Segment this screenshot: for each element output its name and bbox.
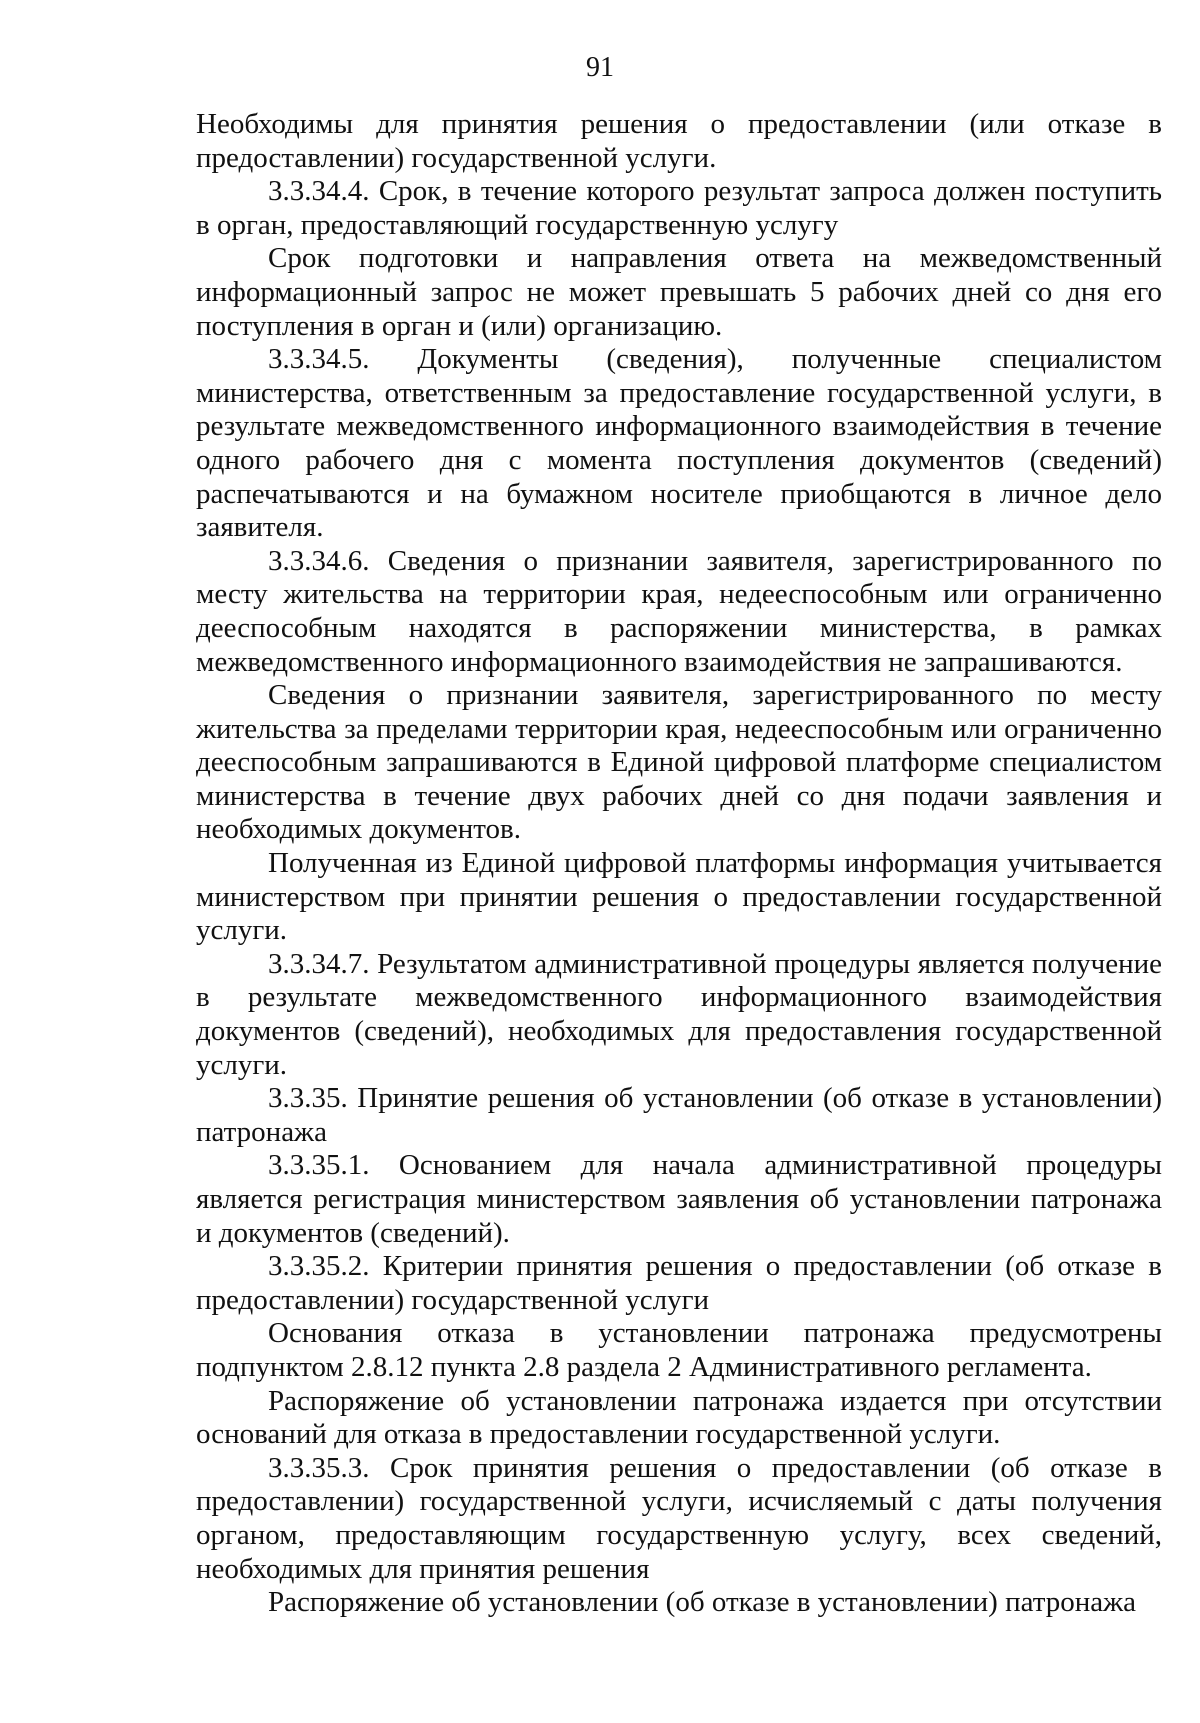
- paragraph-p-rasporyazhenie-izdaetsya: Распоряжение об установлении патронажа издается при отсутствии оснований для отказа в предоставлении государственной услуги.: [196, 1384, 1162, 1451]
- paragraph-p-3-3-35-2: 3.3.35.2. Критерии принятия решения о предоставлении (об отказе в предоставлении) государственной услуги: [196, 1250, 1162, 1316]
- document-body: [196, 108, 1162, 1620]
- paragraph-p-intro-continued: Необходимы для принятия решения о предоставлении (или отказе в предоставлении) государственной услуги.: [196, 108, 1162, 174]
- paragraph-p-3-3-34-6: 3.3.34.6. Сведения о признании заявителя, зарегистрированного по месту жительства на территории края, недееспособным или ограниченно дееспособным находятся в распоряжении министерства, в рамках межведомственного информационного взаимодействия не запрашиваются.: [196, 544, 1162, 678]
- paragraph-p-3-3-35: 3.3.35. Принятие решения об установлении (об отказе в установлении) патронажа: [196, 1082, 1162, 1148]
- paragraph-p-3-3-34-7: 3.3.34.7. Результатом административной процедуры является получение в результате межведомственного информационного взаимодействия документов (сведений), необходимых для предоставления государственной услуги.: [196, 947, 1162, 1081]
- page-number: 91: [586, 52, 614, 83]
- paragraph-p-3-3-34-5: 3.3.34.5. Документы (сведения), полученные специалистом министерства, ответственным за предоставление государственной услуги, в результате межведомственного информационного взаимодействия в течение одного рабочего дня с момента поступления документов (сведений) распечатываются и на бумажном носителе приобщаются в личное дело заявителя.: [196, 343, 1162, 544]
- paragraph-p-3-3-34-4: 3.3.34.4. Срок, в течение которого результат запроса должен поступить в орган, предоставляющий государственную услугу: [196, 175, 1162, 241]
- paragraph-p-3-3-35-1: 3.3.35.1. Основанием для начала административной процедуры является регистрация министерством заявления об установлении патронажа и документов (сведений).: [196, 1149, 1162, 1249]
- paragraph-p-srok-podgotovki: Срок подготовки и направления ответа на межведомственный информационный запрос не может превышать 5 рабочих дней со дня его поступления в орган и (или) организацию.: [196, 242, 1162, 342]
- paragraph-p-rasporyazhenie-last: Распоряжение об установлении (об отказе в установлении) патронажа: [268, 1586, 1137, 1619]
- paragraph-p-osnovaniya-otkaza: Основания отказа в установлении патронажа предусмотрены подпунктом 2.8.12 пункта 2.8 раздела 2 Административного регламента.: [196, 1317, 1162, 1383]
- paragraph-p-svedeniya-za-predelami: Сведения о признании заявителя, зарегистрированного по месту жительства за пределами территории края, недееспособным или ограниченно дееспособным запрашиваются в Единой цифровой платформе специалистом министерства в течение двух рабочих дней со дня подачи заявления и необходимых документов.: [196, 679, 1162, 846]
- paragraph-p-3-3-35-3: 3.3.35.3. Срок принятия решения о предоставлении (об отказе в предоставлении) государственной услуги, исчисляемый с даты получения органом, предоставляющим государственную услугу, всех сведений, необходимых для принятия решения: [196, 1451, 1162, 1585]
- paragraph-p-poluchennaya-informaciya: Полученная из Единой цифровой платформы информация учитывается министерством при принятии решения о предоставлении государственной услуги.: [196, 847, 1162, 947]
